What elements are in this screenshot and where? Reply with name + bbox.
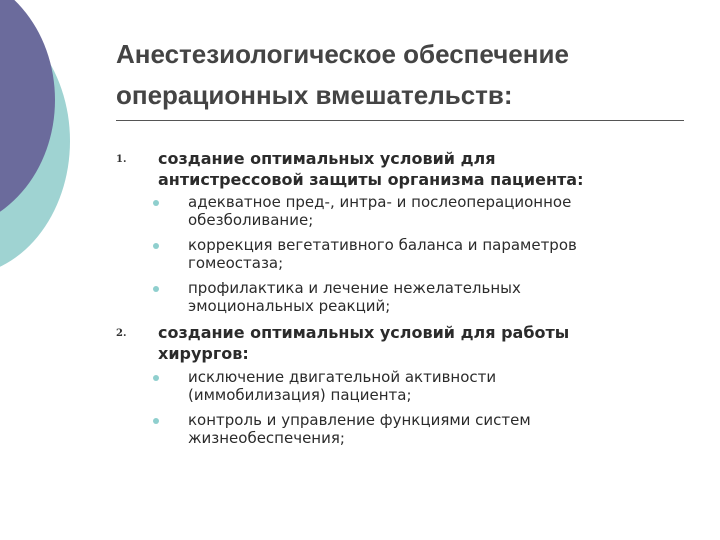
heading-line: создание оптимальных условий для <box>158 149 496 168</box>
list-number: 2. <box>116 328 127 339</box>
sub-item-line: эмоциональных реакций; <box>188 297 391 315</box>
bullet-icon <box>153 243 159 249</box>
heading-line: хирургов: <box>158 344 249 363</box>
list-item-heading <box>158 148 718 190</box>
sub-item <box>188 193 718 229</box>
sub-item-line: жизнеобеспечения; <box>188 429 345 447</box>
heading-line: антистрессовой защиты организма пациента: <box>158 170 584 189</box>
slide-title-line: операционных вмешательств: <box>116 80 513 110</box>
sub-item-line: контроль и управление функциями систем <box>188 411 531 429</box>
slide-title-line: Анестезиологическое обеспечение <box>116 39 569 69</box>
sub-item <box>188 368 718 404</box>
sub-item <box>188 279 718 315</box>
bullet-icon <box>153 418 159 424</box>
sub-item-line: гомеостаза; <box>188 254 284 272</box>
sub-item <box>188 411 718 447</box>
sub-item-line: исключение двигательной активности <box>188 368 497 386</box>
sub-item-line: обезболивание; <box>188 211 314 229</box>
list-number: 1. <box>116 154 127 165</box>
sub-item <box>188 236 718 272</box>
sub-item-line: коррекция вегетативного баланса и параметров <box>188 236 577 254</box>
sub-item-line: адекватное пред-, интра- и послеоперационное <box>188 193 572 211</box>
bullet-icon <box>153 375 159 381</box>
sub-item-line: (иммобилизация) пациента; <box>188 386 412 404</box>
slide-title <box>116 34 706 116</box>
bullet-icon <box>153 200 159 206</box>
list-item-heading <box>158 322 718 364</box>
title-divider <box>116 120 684 121</box>
heading-line: создание оптимальных условий для работы <box>158 323 570 342</box>
bullet-icon <box>153 286 159 292</box>
sub-item-line: профилактика и лечение нежелательных <box>188 279 521 297</box>
